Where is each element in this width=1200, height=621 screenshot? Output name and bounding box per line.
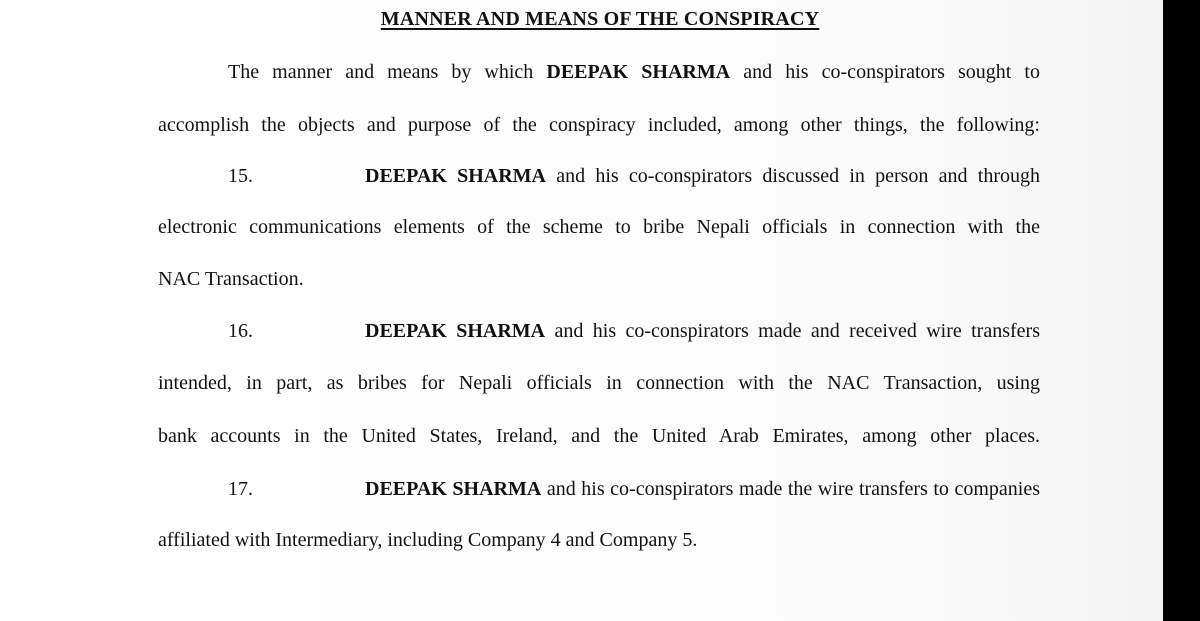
paragraph-17-line-2: affiliated with Intermediary, including Company 4 and Company 5. bbox=[158, 529, 698, 551]
paragraph-15-line-1: 15. DEEPAK SHARMA and his co-conspirators discussed in person and through bbox=[228, 165, 1040, 187]
paragraph-17-line-1: 17. DEEPAK SHARMA and his co-conspirators made the wire transfers to companies bbox=[228, 478, 1040, 500]
paragraph-16-line-3: bank accounts in the United States, Ireland, and the United Arab Emirates, among other places. bbox=[158, 425, 1040, 447]
paragraph-16-line-2: intended, in part, as bribes for Nepali officials in connection with the NAC Transaction, using bbox=[158, 372, 1040, 394]
intro-line-2: accomplish the objects and purpose of the conspiracy included, among other things, the following: bbox=[158, 114, 1040, 136]
paragraph-16-line-1: 16. DEEPAK SHARMA and his co-conspirators made and received wire transfers bbox=[228, 320, 1040, 342]
screen-edge bbox=[1163, 0, 1200, 621]
paragraph-number: 17. bbox=[228, 478, 253, 500]
defendant-name: DEEPAK SHARMA bbox=[365, 478, 542, 500]
defendant-name: DEEPAK SHARMA bbox=[546, 61, 731, 83]
paragraph-number: 15. bbox=[228, 165, 253, 187]
intro-line-1: The manner and means by which DEEPAK SHARMA and his co-conspirators sought to bbox=[228, 61, 1040, 83]
paragraph-number: 16. bbox=[228, 320, 253, 342]
defendant-name: DEEPAK SHARMA bbox=[365, 320, 546, 342]
defendant-name: DEEPAK SHARMA bbox=[365, 165, 546, 187]
paragraph-15-line-2: electronic communications elements of the scheme to bribe Nepali officials in connection with the bbox=[158, 216, 1040, 238]
section-heading: MANNER AND MEANS OF THE CONSPIRACY bbox=[380, 8, 820, 30]
paragraph-15-line-3: NAC Transaction. bbox=[158, 268, 304, 290]
